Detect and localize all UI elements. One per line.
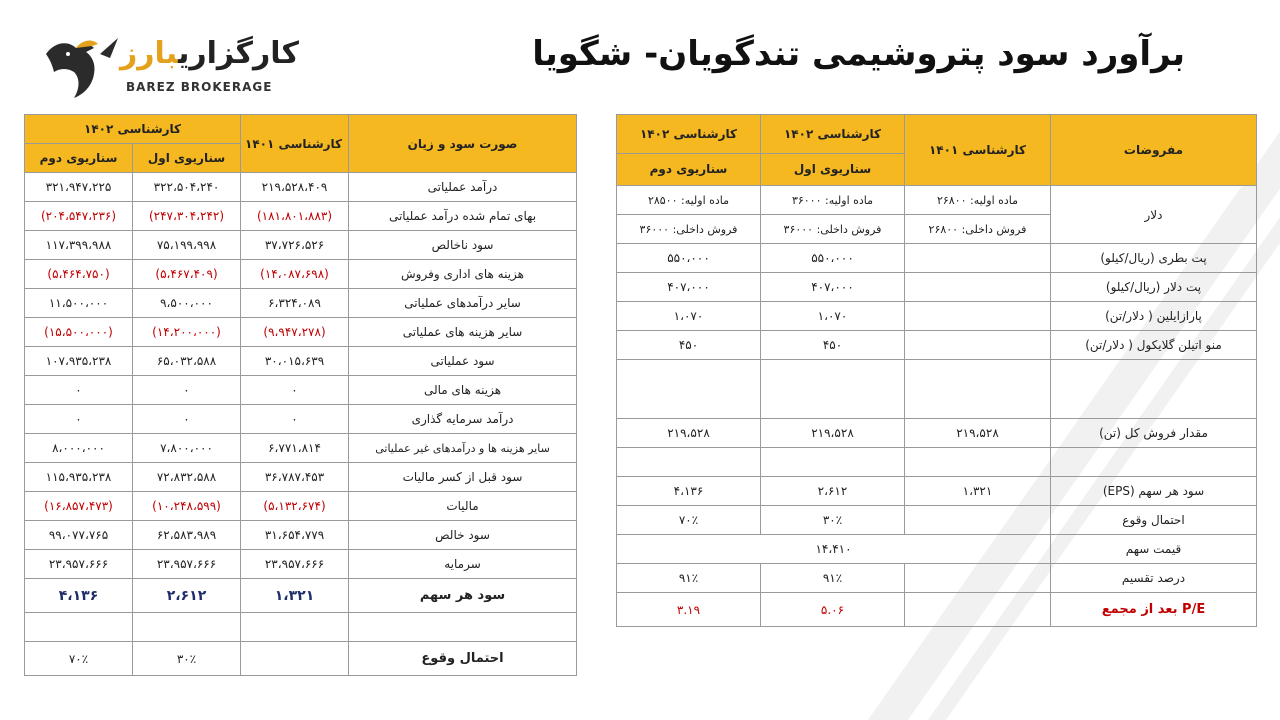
- spacer-row: [617, 360, 1257, 419]
- row-label: هزینه های مالی: [349, 376, 577, 405]
- cell-sc2: (۲۰۴،۵۴۷،۲۳۶): [25, 202, 133, 231]
- cell-sc1: ۵.۰۶: [761, 593, 905, 627]
- cell-1401: ۲۱۹،۵۲۸: [905, 419, 1051, 448]
- cell-1401: (۵،۱۳۲،۶۷۴): [241, 492, 349, 521]
- cell-1401: ۶،۷۷۱،۸۱۴: [241, 434, 349, 463]
- cell-sc1: ۹۱٪: [761, 564, 905, 593]
- cell-sc2: ۴۰۷،۰۰۰: [617, 273, 761, 302]
- table-row: [25, 550, 577, 579]
- cell-1401: ۳۰،۰۱۵،۶۳۹: [241, 347, 349, 376]
- row-label: احتمال وقوع: [1051, 506, 1257, 535]
- cell-sc2: (۱۵،۵۰۰،۰۰۰): [25, 318, 133, 347]
- brand-english: BAREZ BROKERAGE: [126, 80, 273, 94]
- cell-1401: (۹،۹۴۷،۲۷۸): [241, 318, 349, 347]
- brand-name-main: کارگزاری: [178, 36, 299, 71]
- table-row: [25, 260, 577, 289]
- cell-sc2: ۴۵۰: [617, 331, 761, 360]
- header-scenario-1: سناریوی اول: [761, 153, 905, 185]
- table-row: [25, 434, 577, 463]
- table-row: [25, 231, 577, 260]
- row-label: پت دلار (ریال/کیلو): [1051, 273, 1257, 302]
- table-row: [25, 521, 577, 550]
- cell-1401: ۱،۳۲۱: [241, 579, 349, 613]
- cell-sc1: ۷۵،۱۹۹،۹۹۸: [133, 231, 241, 260]
- cell-sc2: ۳۲۱،۹۴۷،۲۲۵: [25, 173, 133, 202]
- cell-sc1: ماده اولیه: ۳۶۰۰۰: [761, 186, 905, 215]
- table-row: [25, 463, 577, 492]
- row-label: پارازایلین ( دلار/تن): [1051, 302, 1257, 331]
- row-label: احتمال وقوع: [349, 642, 577, 676]
- cell-sc1: ۹،۵۰۰،۰۰۰: [133, 289, 241, 318]
- cell-sc2: ۵۵۰،۰۰۰: [617, 244, 761, 273]
- cell-1401: فروش داخلی: ۲۶۸۰۰: [905, 215, 1051, 244]
- row-label: پت بطری (ریال/کیلو): [1051, 244, 1257, 273]
- cell-sc1: فروش داخلی: ۳۶۰۰۰: [761, 215, 905, 244]
- cell-sc2: ۷۰٪: [25, 642, 133, 676]
- table-row: [25, 318, 577, 347]
- assumptions-table: [616, 114, 1257, 627]
- cell-1401: ۲۳،۹۵۷،۶۶۶: [241, 550, 349, 579]
- spacer-row: [617, 448, 1257, 477]
- cell-sc2: ۲۳،۹۵۷،۶۶۶: [25, 550, 133, 579]
- cell-sc1: ۵۵۰،۰۰۰: [761, 244, 905, 273]
- row-label: سود قبل از کسر مالیات: [349, 463, 577, 492]
- row-label: مقدار فروش کل (تن): [1051, 419, 1257, 448]
- table-row: [617, 331, 1257, 360]
- brand-name: [120, 36, 299, 71]
- cell-sc1: ۲۱۹،۵۲۸: [761, 419, 905, 448]
- row-label: درصد تقسیم: [1051, 564, 1257, 593]
- eps-row: [25, 579, 577, 613]
- row-label: سود ناخالص: [349, 231, 577, 260]
- table-row: [617, 273, 1257, 302]
- cell-sc2: ۴،۱۳۶: [25, 579, 133, 613]
- cell-1401: ۲۱۹،۵۲۸،۴۰۹: [241, 173, 349, 202]
- header-item: مفروضات: [1051, 115, 1257, 186]
- row-label: سود هر سهم: [349, 579, 577, 613]
- cell-sc1: ۷،۸۰۰،۰۰۰: [133, 434, 241, 463]
- cell-sc1: ۴۵۰: [761, 331, 905, 360]
- cell-1401: [905, 273, 1051, 302]
- brand-logo: [40, 34, 299, 100]
- cell-1401: [905, 331, 1051, 360]
- header-item: صورت سود و زیان: [349, 115, 577, 173]
- cell-sc2: ماده اولیه: ۲۸۵۰۰: [617, 186, 761, 215]
- row-label: سایر هزینه ها و درآمدهای غیر عملیاتی: [349, 434, 577, 463]
- cell-sc1: ۳۰٪: [133, 642, 241, 676]
- table-row: [617, 186, 1257, 215]
- row-label: درآمد عملیاتی: [349, 173, 577, 202]
- row-label: بهای تمام شده درآمد عملیاتی: [349, 202, 577, 231]
- cell-1401: ۰: [241, 405, 349, 434]
- cell-sc2: ۰: [25, 376, 133, 405]
- cell-sc1: (۱۴،۲۰۰،۰۰۰): [133, 318, 241, 347]
- cell-sc2: (۱۶،۸۵۷،۴۷۳): [25, 492, 133, 521]
- table-row: [25, 376, 577, 405]
- cell-sc2: فروش داخلی: ۳۶۰۰۰: [617, 215, 761, 244]
- cell-sc2: ۹۹،۰۷۷،۷۶۵: [25, 521, 133, 550]
- pe-row: [617, 593, 1257, 627]
- eps-row: [617, 477, 1257, 506]
- header-scenario-2: سناریوی دوم: [25, 144, 133, 173]
- table-row: [25, 405, 577, 434]
- header-scenario-2: سناریوی دوم: [617, 153, 761, 185]
- cell-1401: ۶،۳۲۴،۰۸۹: [241, 289, 349, 318]
- table-row: [25, 289, 577, 318]
- row-label: P/E بعد از مجمع: [1051, 593, 1257, 627]
- row-label: سود عملیاتی: [349, 347, 577, 376]
- header-1401: کارشناسی ۱۴۰۱: [905, 115, 1051, 186]
- cell-sc1: ۶۲،۵۸۳،۹۸۹: [133, 521, 241, 550]
- cell-sc2: ۴،۱۳۶: [617, 477, 761, 506]
- cell-sc1: ۲،۶۱۲: [761, 477, 905, 506]
- header-1402: کارشناسی ۱۴۰۲: [25, 115, 241, 144]
- row-label: مالیات: [349, 492, 577, 521]
- table-row: [25, 173, 577, 202]
- row-label: سایر هزینه های عملیاتی: [349, 318, 577, 347]
- row-label: هزینه های اداری وفروش: [349, 260, 577, 289]
- cell-1401: ماده اولیه: ۲۶۸۰۰: [905, 186, 1051, 215]
- cell-sc1: ۲۳،۹۵۷،۶۶۶: [133, 550, 241, 579]
- table-row: [25, 202, 577, 231]
- price-row: [617, 535, 1257, 564]
- cell-sc1: ۳۲۲،۵۰۴،۲۴۰: [133, 173, 241, 202]
- row-label: سود هر سهم (EPS): [1051, 477, 1257, 506]
- cell-sc1: ۷۲،۸۳۲،۵۸۸: [133, 463, 241, 492]
- cell-sc1: ۴۰۷،۰۰۰: [761, 273, 905, 302]
- row-label: سود خالص: [349, 521, 577, 550]
- cell-sc1: ۲،۶۱۲: [133, 579, 241, 613]
- row-label: منو اتیلن گلایکول ( دلار/تن): [1051, 331, 1257, 360]
- cell-sc2: ۰: [25, 405, 133, 434]
- row-label: درآمد سرمایه گذاری: [349, 405, 577, 434]
- cell-sc2: ۹۱٪: [617, 564, 761, 593]
- cell-1401: [905, 244, 1051, 273]
- row-label: دلار: [1051, 186, 1257, 244]
- spacer-row: [25, 613, 577, 642]
- cell-sc2: ۱،۰۷۰: [617, 302, 761, 331]
- income-statement-table: [24, 114, 577, 676]
- cell-sc1: ۱،۰۷۰: [761, 302, 905, 331]
- cell-sc2: ۸،۰۰۰،۰۰۰: [25, 434, 133, 463]
- cell-sc2: ۲۱۹،۵۲۸: [617, 419, 761, 448]
- cell-sc1: ۰: [133, 376, 241, 405]
- probability-row: [25, 642, 577, 676]
- row-label: سرمایه: [349, 550, 577, 579]
- header-1401: کارشناسی ۱۴۰۱: [241, 115, 349, 173]
- cell-sc2: ۱۱۷،۳۹۹،۹۸۸: [25, 231, 133, 260]
- cell-1401: ۰: [241, 376, 349, 405]
- cell-sc1: (۵،۴۶۷،۴۰۹): [133, 260, 241, 289]
- cell-1401: (۱۴،۰۸۷،۶۹۸): [241, 260, 349, 289]
- cell-1401: (۱۸۱،۸۰۱،۸۸۳): [241, 202, 349, 231]
- table-row: [25, 347, 577, 376]
- cell-1401: ۳۷،۷۲۶،۵۲۶: [241, 231, 349, 260]
- cell-1401: [905, 302, 1051, 331]
- cell-sc1: ۳۰٪: [761, 506, 905, 535]
- sales-row: [617, 419, 1257, 448]
- table-row: [617, 244, 1257, 273]
- cell-sc2: ۳.۱۹: [617, 593, 761, 627]
- page-title: برآورد سود پتروشیمی تندگویان- شگویا: [532, 34, 1185, 74]
- cell-sc1: ۰: [133, 405, 241, 434]
- row-label: سایر درآمدهای عملیاتی: [349, 289, 577, 318]
- cell-sc2: ۷۰٪: [617, 506, 761, 535]
- cell-sc1: (۱۰،۲۴۸،۵۹۹): [133, 492, 241, 521]
- cell-1401: ۳۶،۷۸۷،۴۵۳: [241, 463, 349, 492]
- cell-sc2: ۱۱۵،۹۳۵،۲۳۸: [25, 463, 133, 492]
- payout-row: [617, 564, 1257, 593]
- cell-sc2: ۱۰۷،۹۳۵،۲۳۸: [25, 347, 133, 376]
- cell-1401: ۳۱،۶۵۴،۷۷۹: [241, 521, 349, 550]
- header-scenario-1: سناریوی اول: [133, 144, 241, 173]
- cell-price: ۱۴،۴۱۰: [617, 535, 1051, 564]
- cell-sc2: (۵،۴۶۴،۷۵۰): [25, 260, 133, 289]
- probability-row: [617, 506, 1257, 535]
- cell-1401: ۱،۳۲۱: [905, 477, 1051, 506]
- cell-sc1: ۶۵،۰۳۲،۵۸۸: [133, 347, 241, 376]
- header-1402-sc1: کارشناسی ۱۴۰۲: [761, 115, 905, 154]
- row-label: قیمت سهم: [1051, 535, 1257, 564]
- header-1402-sc2: کارشناسی ۱۴۰۲: [617, 115, 761, 154]
- table-row: [25, 492, 577, 521]
- brand-name-accent: بارز: [120, 36, 179, 71]
- cell-sc2: ۱۱،۵۰۰،۰۰۰: [25, 289, 133, 318]
- table-row: [617, 302, 1257, 331]
- cell-sc1: (۲۴۷،۳۰۴،۲۴۲): [133, 202, 241, 231]
- eagle-logo-icon: [40, 34, 120, 100]
